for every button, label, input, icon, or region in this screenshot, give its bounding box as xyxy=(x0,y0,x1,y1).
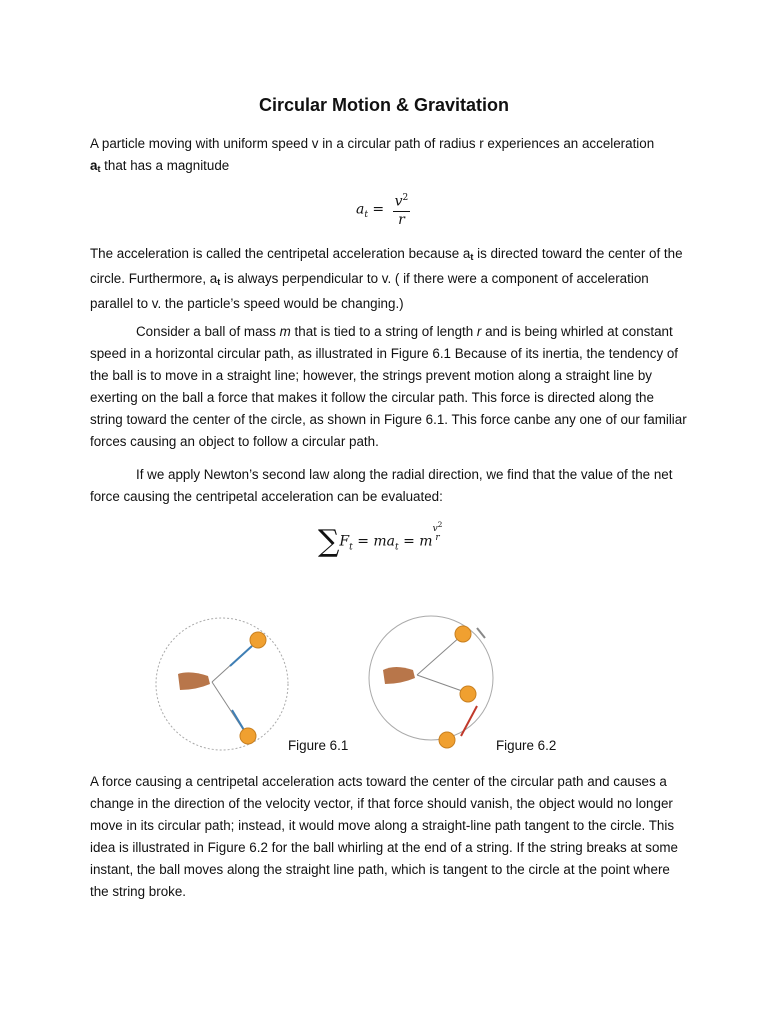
p2-s2: is directed toward the center of the circle. Furthermore, a xyxy=(90,246,683,286)
p2-s3: is always perpendicular to v. ( if there were a component of acceleration parallel to v. the particle’s speed would be changing.) xyxy=(90,271,649,311)
eq2-frac-den: r xyxy=(435,533,440,543)
intro-text: A particle moving with uniform speed v in a circular path of radius r experiences an acceleration xyxy=(90,136,655,151)
fig2-velocity-arrow-top xyxy=(477,628,485,638)
eq2-eq2: = xyxy=(398,533,420,550)
figure-6-2-illustration xyxy=(365,608,505,753)
paragraph-ball-example xyxy=(90,321,690,453)
fig2-ball-bottom xyxy=(439,732,455,748)
eq2-ma-sub: t xyxy=(395,542,399,553)
paragraph-centripetal xyxy=(90,243,690,315)
figure-6-2-caption: Figure 6.2 xyxy=(496,738,557,753)
eq1-numerator: v xyxy=(394,193,403,210)
fig2-string-mid xyxy=(417,675,465,692)
fig1-hand xyxy=(178,672,210,690)
eq2-frac-num-sup: 2 xyxy=(437,520,443,529)
p5-text: A force causing a centripetal acceleration acts toward the center of the circular path and causes a change in the direction of the velocity vector, if that force should vanish, the object would no longer move in its circular path; instead, it would move along a straight-line path tangent to the circle. This idea is illustrated in Figure 6.2 for the ball whirling at the end of a string. If the string breaks at some instant, the ball moves along the straight line path, which is tangent to the circle at the point where the string broke. xyxy=(90,774,679,899)
eq2-frac-num: v xyxy=(432,524,438,534)
equation-net-force xyxy=(318,520,442,559)
fig2-ball-mid xyxy=(460,686,476,702)
eq1-numerator-sup: 2 xyxy=(402,193,409,203)
fig2-string-top xyxy=(417,636,461,675)
p2-s2-sub: t xyxy=(217,277,221,287)
figure-6-1-illustration xyxy=(140,612,290,752)
figure-6-1-caption: Figure 6.1 xyxy=(288,738,349,753)
fig1-ball-top xyxy=(250,632,266,648)
eq2-eq1: = xyxy=(352,533,374,550)
eq2-f-sub: t xyxy=(349,542,353,553)
p4-text: If we apply Newton’s second law along the radial direction, we find that the value of the net force causing the centripetal acceleration can be evaluated: xyxy=(90,467,673,504)
p3-s1: Consider a ball of mass xyxy=(136,324,280,339)
fig1-ball-bottom xyxy=(240,728,256,744)
eq2-f: F xyxy=(339,533,350,550)
eq2-small-fraction xyxy=(433,520,443,543)
eq1-lhs: a xyxy=(356,201,365,218)
intro-symbol-sub: t xyxy=(97,164,101,174)
eq1-lhs-sub: t xyxy=(364,210,368,221)
intro-symbol-a: a xyxy=(90,158,98,173)
equation-centripetal-acceleration xyxy=(356,190,410,229)
fig1-force-arrow-bottom xyxy=(232,710,244,730)
p2-s1-sub: t xyxy=(470,252,474,262)
fig1-force-arrow-top xyxy=(230,646,252,666)
p3-mass: m xyxy=(279,324,291,339)
paragraph-tangent xyxy=(90,771,690,903)
eq2-sigma: ∑ xyxy=(318,524,340,560)
eq2-m: m xyxy=(419,533,433,550)
fig2-ball-top xyxy=(455,626,471,642)
eq1-fraction xyxy=(393,190,411,229)
fig2-tangent-path-arrow xyxy=(461,706,477,736)
page-title: Circular Motion & Gravitation xyxy=(258,95,510,115)
intro-line2: that has a magnitude xyxy=(100,158,230,173)
p2-s1: The acceleration is called the centripetal acceleration because a xyxy=(90,246,471,261)
fig1-path-circle xyxy=(156,618,288,750)
eq2-ma: ma xyxy=(373,533,396,550)
fig2-hand xyxy=(383,667,415,684)
p3-s3: and is being whirled at constant speed in a horizontal circular path, as illustrated in Figure 6.1 Because of its inertia, the tendency of the ball is to move in a straight line; however, the strings prevent motion along a straight line by exerting on the ball a force that makes it follow the circular path. This force is directed along the string toward the center of the circle, as shown in Figure 6.1. This force canbe any one of our familiar forces causing an object to follow a circular path. xyxy=(90,324,687,449)
paragraph-newton xyxy=(90,464,690,508)
p3-radius: r xyxy=(476,324,482,339)
eq1-denominator: r xyxy=(398,211,405,228)
paragraph-intro xyxy=(90,133,690,180)
eq1-equals: = xyxy=(367,201,389,218)
p3-s2: that is tied to a string of length xyxy=(290,324,477,339)
